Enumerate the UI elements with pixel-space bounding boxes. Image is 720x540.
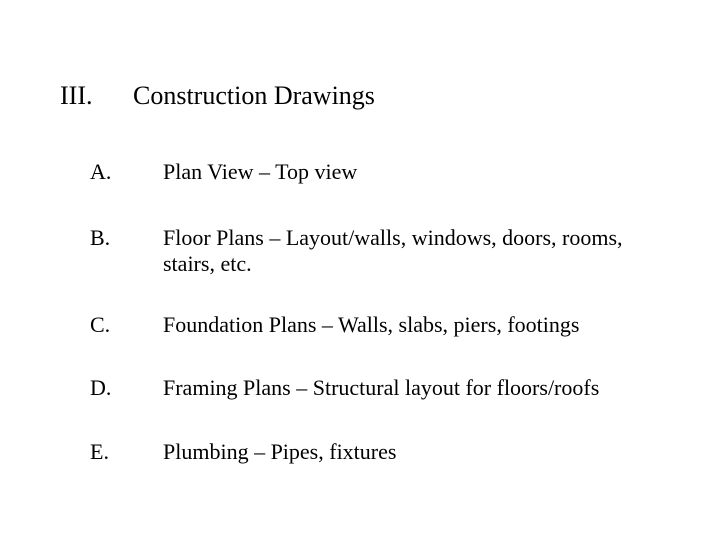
list-item-text: Plumbing – Pipes, fixtures	[163, 439, 397, 464]
list-item-letter: D.	[90, 375, 112, 400]
list-item-letter: E.	[90, 439, 109, 464]
list-item-text: Plan View – Top view	[163, 159, 358, 184]
list-item-text: Framing Plans – Structural layout for floors/roofs	[163, 375, 600, 400]
list-item-text: Foundation Plans – Walls, slabs, piers, footings	[163, 312, 580, 337]
list-item-text: Floor Plans – Layout/walls, windows, doors, rooms, stairs, etc.	[163, 225, 623, 276]
section-number: III.	[60, 81, 93, 110]
list-item-letter: A.	[90, 159, 112, 184]
list-item-letter: B.	[90, 225, 111, 250]
section-heading	[0, 78, 720, 114]
section-title: Construction Drawings	[133, 81, 375, 110]
list-item-letter: C.	[90, 312, 111, 337]
